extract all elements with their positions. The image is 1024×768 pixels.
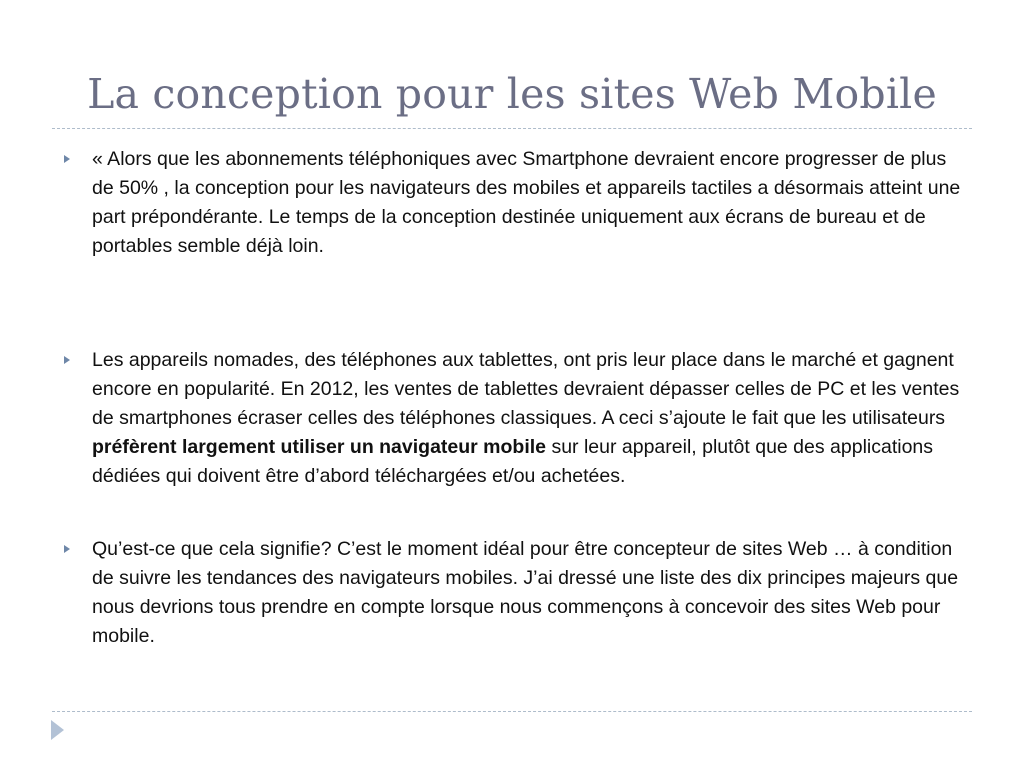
footer-divider <box>52 711 972 712</box>
bullet-text: Qu’est-ce que cela signifie? C’est le moment idéal pour être concepteur de sites Web … à condition de suivre les tendances des navigateurs mobiles. J’ai dressé une liste des dix principes majeurs que nous devrions tous prendre en compte lorsque nous commençons à concevoir des sites Web pour mobile. <box>92 538 959 647</box>
title-divider <box>52 128 972 129</box>
next-slide-arrow-icon[interactable] <box>51 720 64 740</box>
triangle-right-icon <box>64 545 70 553</box>
triangle-right-icon <box>64 155 70 163</box>
bullet-text: « Alors que les abonnements téléphoniques avec Smartphone devraient encore progresser de plus de 50% , la conception pour les navigateurs des mobiles et appareils tactiles a désormais atteint une part prépondérante. Le temps de la conception destinée uniquement aux écrans de bureau et de portables semble déjà loin. <box>92 148 961 257</box>
bullet-list <box>62 145 962 651</box>
bullet-text-before: Les appareils nomades, des téléphones aux tablettes, ont pris leur place dans le marché et gagnent encore en popularité. En 2012, les ventes de tablettes devraient dépasser celles de PC et les ventes de smartphones écraser celles des téléphones classiques. A ceci s’ajoute le fait que les utilisateurs <box>92 349 960 429</box>
bullet-text-emphasis: préfèrent largement utiliser un navigateur mobile <box>92 436 547 458</box>
bullet-item <box>62 346 962 491</box>
bullet-item <box>62 145 962 261</box>
slide-title: La conception pour les sites Web Mobile <box>87 70 937 118</box>
bullet-text-after: sur leur appareil, plutôt que des applications dédiées qui doivent être d’abord téléchargées et/ou achetées. <box>92 436 934 487</box>
triangle-right-icon <box>64 356 70 364</box>
bullet-item <box>62 535 962 651</box>
